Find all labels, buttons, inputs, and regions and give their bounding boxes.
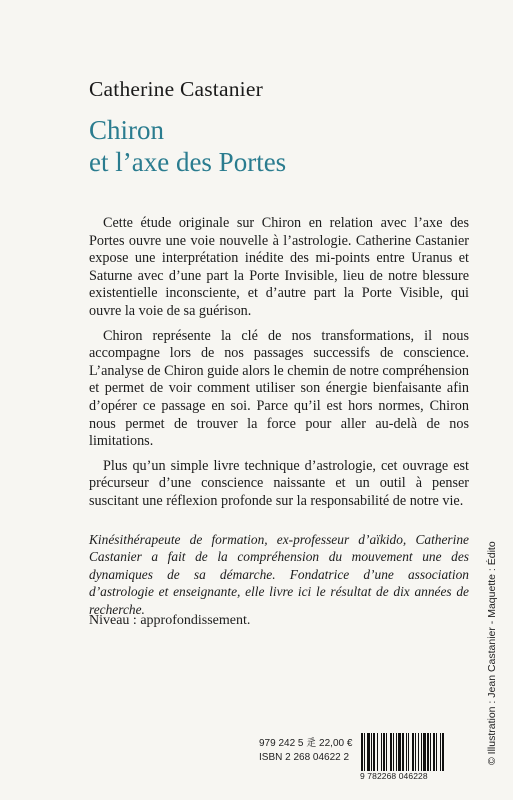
blurb (89, 215, 469, 518)
author-bio: Kinésithérapeute de formation, ex-professeur d’aïkido, Catherine Castanier a fait de la compréhension du mouvement une des dynamiques de sa démarche. Fondatrice d’une association d’astrologie et enseignante, elle livre ici le résultat de dix années de recherche. (89, 532, 469, 617)
level-note: Niveau : approfondissement. (89, 613, 251, 628)
book-title-line-1: Chiron (89, 115, 165, 145)
book-title (89, 114, 286, 178)
isbn-line: ISBN 2 268 04622 2 (259, 752, 350, 763)
blurb-paragraph-2: Chiron représente la clé de nos transformations, il nous accompagne lors de nos passages successifs de conscience. L’analyse de Chiron guide alors le chemin de notre compréhension et permet de voir comment utiliser son énergie bienfaisante afin d’opérer ce passage en soi. Parce qu’il est hors normes, Chiron nous permet de trouver la force pour aller au-delà de nos limitations. (89, 327, 469, 450)
barcode-image (360, 733, 466, 771)
barcode-digits: 9 782268 046228 (360, 771, 428, 781)
price-block (259, 737, 352, 765)
blurb-paragraph-1: Cette étude originale sur Chiron en relation avec l’axe des Portes ouvre une voie nouvelle à l’astrologie. Catherine Castanier expose une interprétation inédite des mi-points entre Uranus et Saturne avec d’une part la Porte Invisible, lieu de notre blessure existentielle inconsciente, et d’autre part la Porte Visible, qui ouvre la voie de sa guérison. (89, 215, 469, 319)
author-name: Catherine Castanier (89, 77, 263, 101)
price-line: 979 242 5 ⾡ 22,00 € (259, 738, 353, 749)
book-title-line-2: et l’axe des Portes (89, 147, 287, 177)
blurb-paragraph-3: Plus qu’un simple livre technique d’astrologie, cet ouvrage est précurseur d’une conscience naissante et un outil à penser suscitant une réflexion profonde sur la responsabilité de notre vie. (89, 457, 469, 509)
illustration-credits: © Illustration : Jean Castanier - Maquette : Édito (486, 541, 498, 765)
barcode (360, 733, 466, 775)
